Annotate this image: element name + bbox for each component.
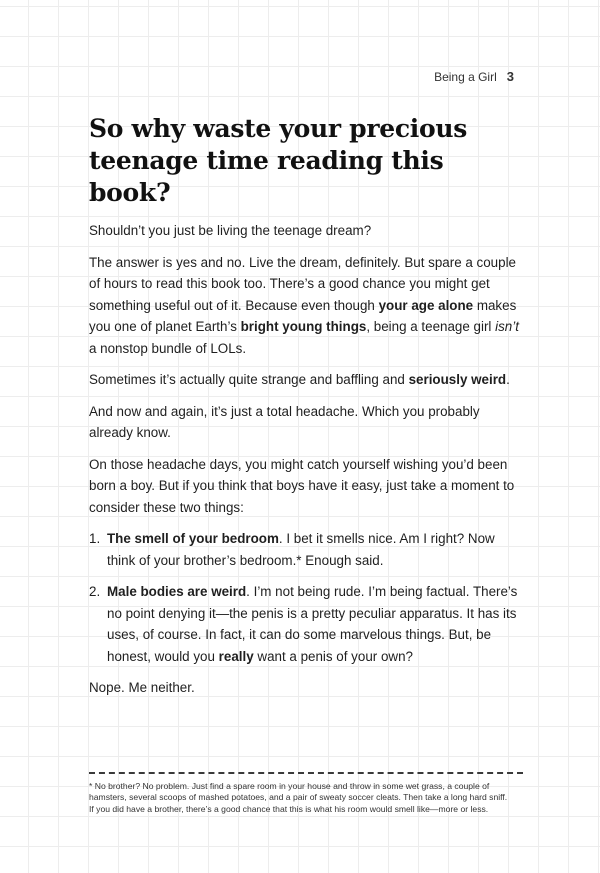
text-span: want a penis of your own? bbox=[253, 648, 413, 664]
paragraph-2 bbox=[89, 252, 521, 360]
text-span: . bbox=[506, 372, 510, 387]
paragraph-1: Shouldn’t you just be living the teenage dream? bbox=[89, 223, 372, 238]
text-span: Sometimes it’s actually quite strange and baffling and bbox=[89, 372, 409, 387]
text-span: The answer is yes and no. Live the dream, definitely. But spare a couple of hours to read this book too. There’s a good chance you might get something useful out of it. Because even though bbox=[89, 254, 517, 313]
bold-phrase: really bbox=[218, 648, 254, 664]
page-number: 3 bbox=[506, 69, 514, 84]
paragraph-5: On those headache days, you might catch yourself wishing you’d been born a boy. But if you think that boys have it easy, just take a moment to consider these two things: bbox=[89, 456, 515, 515]
bold-phrase: Male bodies are weird bbox=[107, 584, 247, 599]
list-number: 1. bbox=[89, 531, 101, 546]
bold-phrase: The smell of your bedroom bbox=[107, 531, 279, 546]
body-text bbox=[89, 220, 521, 709]
bold-phrase: your age alone bbox=[378, 297, 474, 313]
paragraph-6: Nope. Me neither. bbox=[89, 680, 195, 695]
paragraph-4: And now and again, it’s just a total headache. Which you probably already know. bbox=[89, 403, 480, 440]
list-text bbox=[107, 581, 521, 667]
text-span: a nonstop bundle of LOLs. bbox=[89, 340, 247, 356]
running-head bbox=[434, 69, 514, 84]
footnote: * No brother? No problem. Just find a spare room in your house and throw in some wet grass, a couple of hamsters, several scoops of mashed potatoes, and a pair of sweaty soccer cleats. Then take a long hard sniff. If you did have a brother, there’s a good chance that this is what his room would smell like—more or less. bbox=[89, 781, 508, 814]
list-text bbox=[107, 528, 521, 571]
footnote-divider bbox=[89, 772, 523, 774]
paragraph-3 bbox=[89, 369, 521, 391]
list-item-1 bbox=[89, 528, 521, 571]
text-span: . I bet it smells nice. Am I right? Now think of your brother’s bedroom.* Enough said. bbox=[107, 531, 495, 568]
text-span: . I’m not being rude. I’m being factual. There’s no point denying it—the penis is a pretty peculiar apparatus. It has its uses, of course. In fact, it can do some marvelous things. But, be honest, would you bbox=[107, 584, 518, 664]
bold-phrase: bright young things bbox=[240, 319, 367, 334]
text-span: , being a teenage girl bbox=[366, 319, 496, 334]
text-span: makes you one of planet Earth’s bbox=[89, 297, 517, 334]
list-number: 2. bbox=[89, 584, 101, 599]
running-title: Being a Girl bbox=[434, 70, 497, 84]
section-heading: So why waste your precious teenage time reading this book? bbox=[89, 114, 467, 207]
italic-phrase: isn’t bbox=[495, 319, 519, 334]
list-item-2 bbox=[89, 581, 521, 667]
bold-phrase: seriously weird bbox=[408, 372, 507, 387]
